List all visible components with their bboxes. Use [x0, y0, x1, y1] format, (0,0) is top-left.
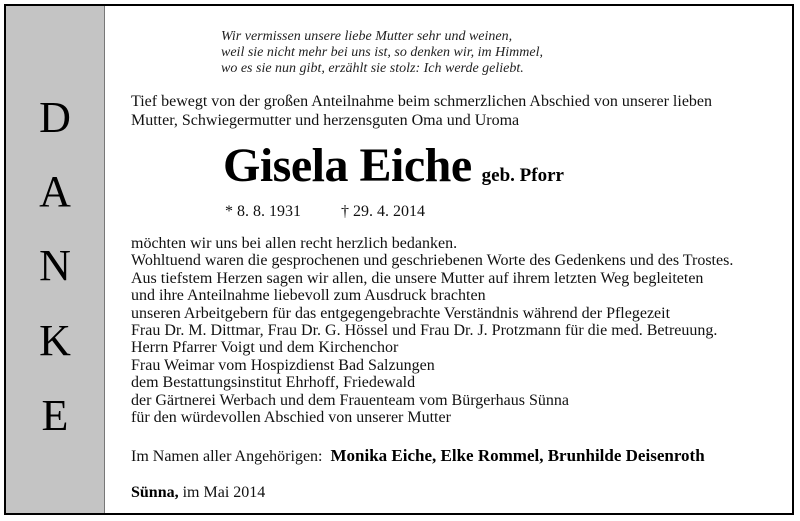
- poem-line: weil sie nicht mehr bei uns ist, so denken wir, im Himmel,: [221, 45, 543, 60]
- thanks-line: und ihre Anteilnahme liebevoll zum Ausdruck brachten: [131, 287, 486, 305]
- thanks-line: unseren Arbeitgebern für das entgegengebrachte Verständnis während der Pflegezeit: [131, 304, 671, 322]
- thanks-line: möchten wir uns bei allen recht herzlich bedanken.: [131, 235, 458, 252]
- place-city: Sünna,: [131, 484, 179, 501]
- thanks-line: Frau Weimar vom Hospizdienst Bad Salzungen: [131, 356, 435, 374]
- notice-date: im Mai 2014: [182, 484, 266, 501]
- sidebar-letter-k: K: [39, 316, 71, 365]
- poem-line: wo es sie nun gibt, erzählt sie stolz: Ich werde geliebt.: [221, 61, 524, 76]
- poem-line: Wir vermissen unsere liebe Mutter sehr und weinen,: [221, 29, 513, 44]
- thanks-line: Herrn Pfarrer Voigt und dem Kirchenchor: [131, 339, 399, 357]
- signature-line: [131, 446, 705, 467]
- death-date: † 29. 4. 2014: [341, 203, 425, 220]
- sidebar-letter-a: A: [39, 167, 71, 216]
- thanks-line: der Gärtnerei Werbach und dem Frauenteam vom Bürgerhaus Sünna: [131, 391, 569, 409]
- place-date-line: [131, 483, 265, 502]
- intro-line: Mutter, Schwiegermutter und herzensguten Oma und Uroma: [131, 112, 520, 129]
- thanks-line: Aus tiefstem Herzen sagen wir allen, die unsere Mutter auf ihrem letzten Weg begleiteten: [131, 269, 704, 287]
- sidebar-letter-n: N: [39, 241, 71, 290]
- poem: [221, 29, 543, 77]
- sidebar-letter-d: D: [39, 93, 71, 142]
- signature-names: Monika Eiche, Elke Rommel, Brunhilde Deisenroth: [330, 446, 705, 465]
- sidebar-letter-e: E: [41, 391, 69, 440]
- obituary-notice: [4, 4, 794, 515]
- birth-date: * 8. 8. 1931: [225, 203, 301, 220]
- notice-content: [6, 6, 792, 513]
- intro-text: [131, 92, 712, 130]
- deceased-name-block: [223, 140, 564, 192]
- thanks-line: dem Bestattungsinstitut Ehrhoff, Friedewald: [131, 374, 416, 392]
- deceased-name: Gisela Eiche: [223, 139, 472, 192]
- birth-name: geb. Pforr: [481, 165, 564, 186]
- thanks-line: für den würdevollen Abschied von unserer Mutter: [131, 409, 451, 427]
- thanks-text: [131, 235, 733, 426]
- signature-prefix: Im Namen aller Angehörigen:: [131, 448, 323, 465]
- thanks-line: Frau Dr. M. Dittmar, Frau Dr. G. Hössel und Frau Dr. J. Protzmann für die med. Betreuung.: [131, 322, 718, 340]
- thanks-line: Wohltuend waren die gesprochenen und geschriebenen Worte des Gedenkens und des Trostes.: [131, 252, 734, 270]
- intro-line: Tief bewegt von der großen Anteilnahme beim schmerzlichen Abschied von unserer lieben: [131, 93, 713, 110]
